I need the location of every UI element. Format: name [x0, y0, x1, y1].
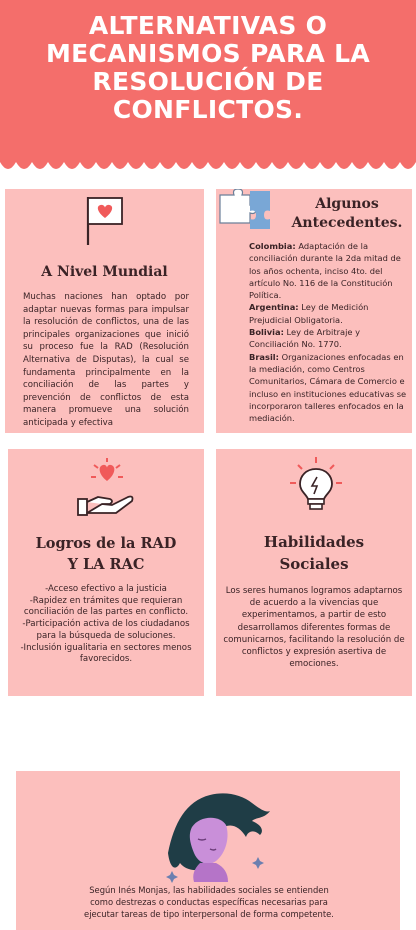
logros-list — [14, 584, 198, 666]
card-logros — [8, 449, 204, 696]
logros-title-line2: Y LA RAC — [67, 556, 145, 573]
scallop-border — [0, 156, 416, 178]
hand-heart-icon — [74, 457, 140, 519]
antecedentes-title — [280, 195, 414, 233]
list-item: -Inclusión igualitaria en sectores menos favorecidos. — [20, 642, 192, 665]
nivel-mundial-text: Muchas naciones han optado por adaptar nuevas formas para impulsar la resolución de conflictos, una de las principales organizaciones que inició su proceso fue la RAD (Resolución Alternativa de Disputas), la cual se fundamenta principalmente en la conciliación de las partes y prevención de conflictos de esta manera promueve una solución anticipada y efectiva — [23, 292, 189, 428]
habilidades-title-line2: Sociales — [279, 555, 349, 573]
woman-illustration — [164, 783, 274, 883]
puzzle-icon — [216, 189, 274, 231]
nivel-mundial-title: A Nivel Mundial — [41, 264, 168, 280]
card-antecedentes — [216, 189, 412, 433]
cita-text: Según Inés Monjas, las habilidades sociales se entienden como destrezas o conductas específicas necesarias para ejecutar tareas de tipo interpersonal de forma competente. — [84, 885, 334, 919]
logros-title — [8, 533, 204, 575]
card-cita — [16, 771, 400, 930]
card-habilidades — [216, 449, 412, 696]
antecedente-brasil: Brasil: Organizaciones enfocadas en la mediación, como Centros Comunitarios, Cámara de Comercio e incluso en instituciones educativas se incorporaron talleres enfocados en la mediación. — [249, 351, 407, 424]
antecedentes-title-line2: Antecedentes. — [291, 215, 403, 231]
antecedentes-list — [249, 240, 411, 424]
page-title: ALTERNATIVAS O MECANISMOS PARA LA RESOLUCIÓN DE CONFLICTOS. — [45, 11, 371, 124]
header-banner — [0, 0, 416, 178]
card-nivel-mundial — [5, 189, 204, 433]
habilidades-title — [216, 531, 412, 575]
list-item: -Acceso efectivo a la justicia — [45, 584, 167, 594]
list-item: -Rapidez en trámites que requieran conciliación de las partes en conflicto. — [23, 595, 189, 618]
antecedente-argentina: Argentina: Ley de Medición Prejudicial Obligatoria. — [249, 302, 369, 325]
lightbulb-icon — [286, 455, 346, 517]
habilidades-title-line1: Habilidades — [263, 533, 365, 551]
habilidades-text: Los seres humanos logramos adaptarnos de acuerdo a la vivencias que experimentamos, a partir de esto desarrollamos diferentes formas de comunicarnos, facilitando la resolución de conflictos y expresión asertiva de emociones. — [223, 586, 405, 670]
antecedentes-title-line1: Algunos — [315, 196, 379, 212]
antecedente-colombia: Colombia: Adaptación de la conciliación durante la 2da mitad de los años ochenta, inciso 4to. del artículo No. 116 de la Constitución Política. — [249, 241, 401, 301]
antecedente-bolivia: Bolivia: Ley de Arbitraje y Conciliación No. 1770. — [249, 327, 361, 350]
list-item: -Participación activa de los ciudadanos para la búsqueda de soluciones. — [22, 619, 190, 641]
flag-heart-icon — [83, 195, 127, 247]
logros-title-line1: Logros de la RAD — [35, 535, 177, 552]
